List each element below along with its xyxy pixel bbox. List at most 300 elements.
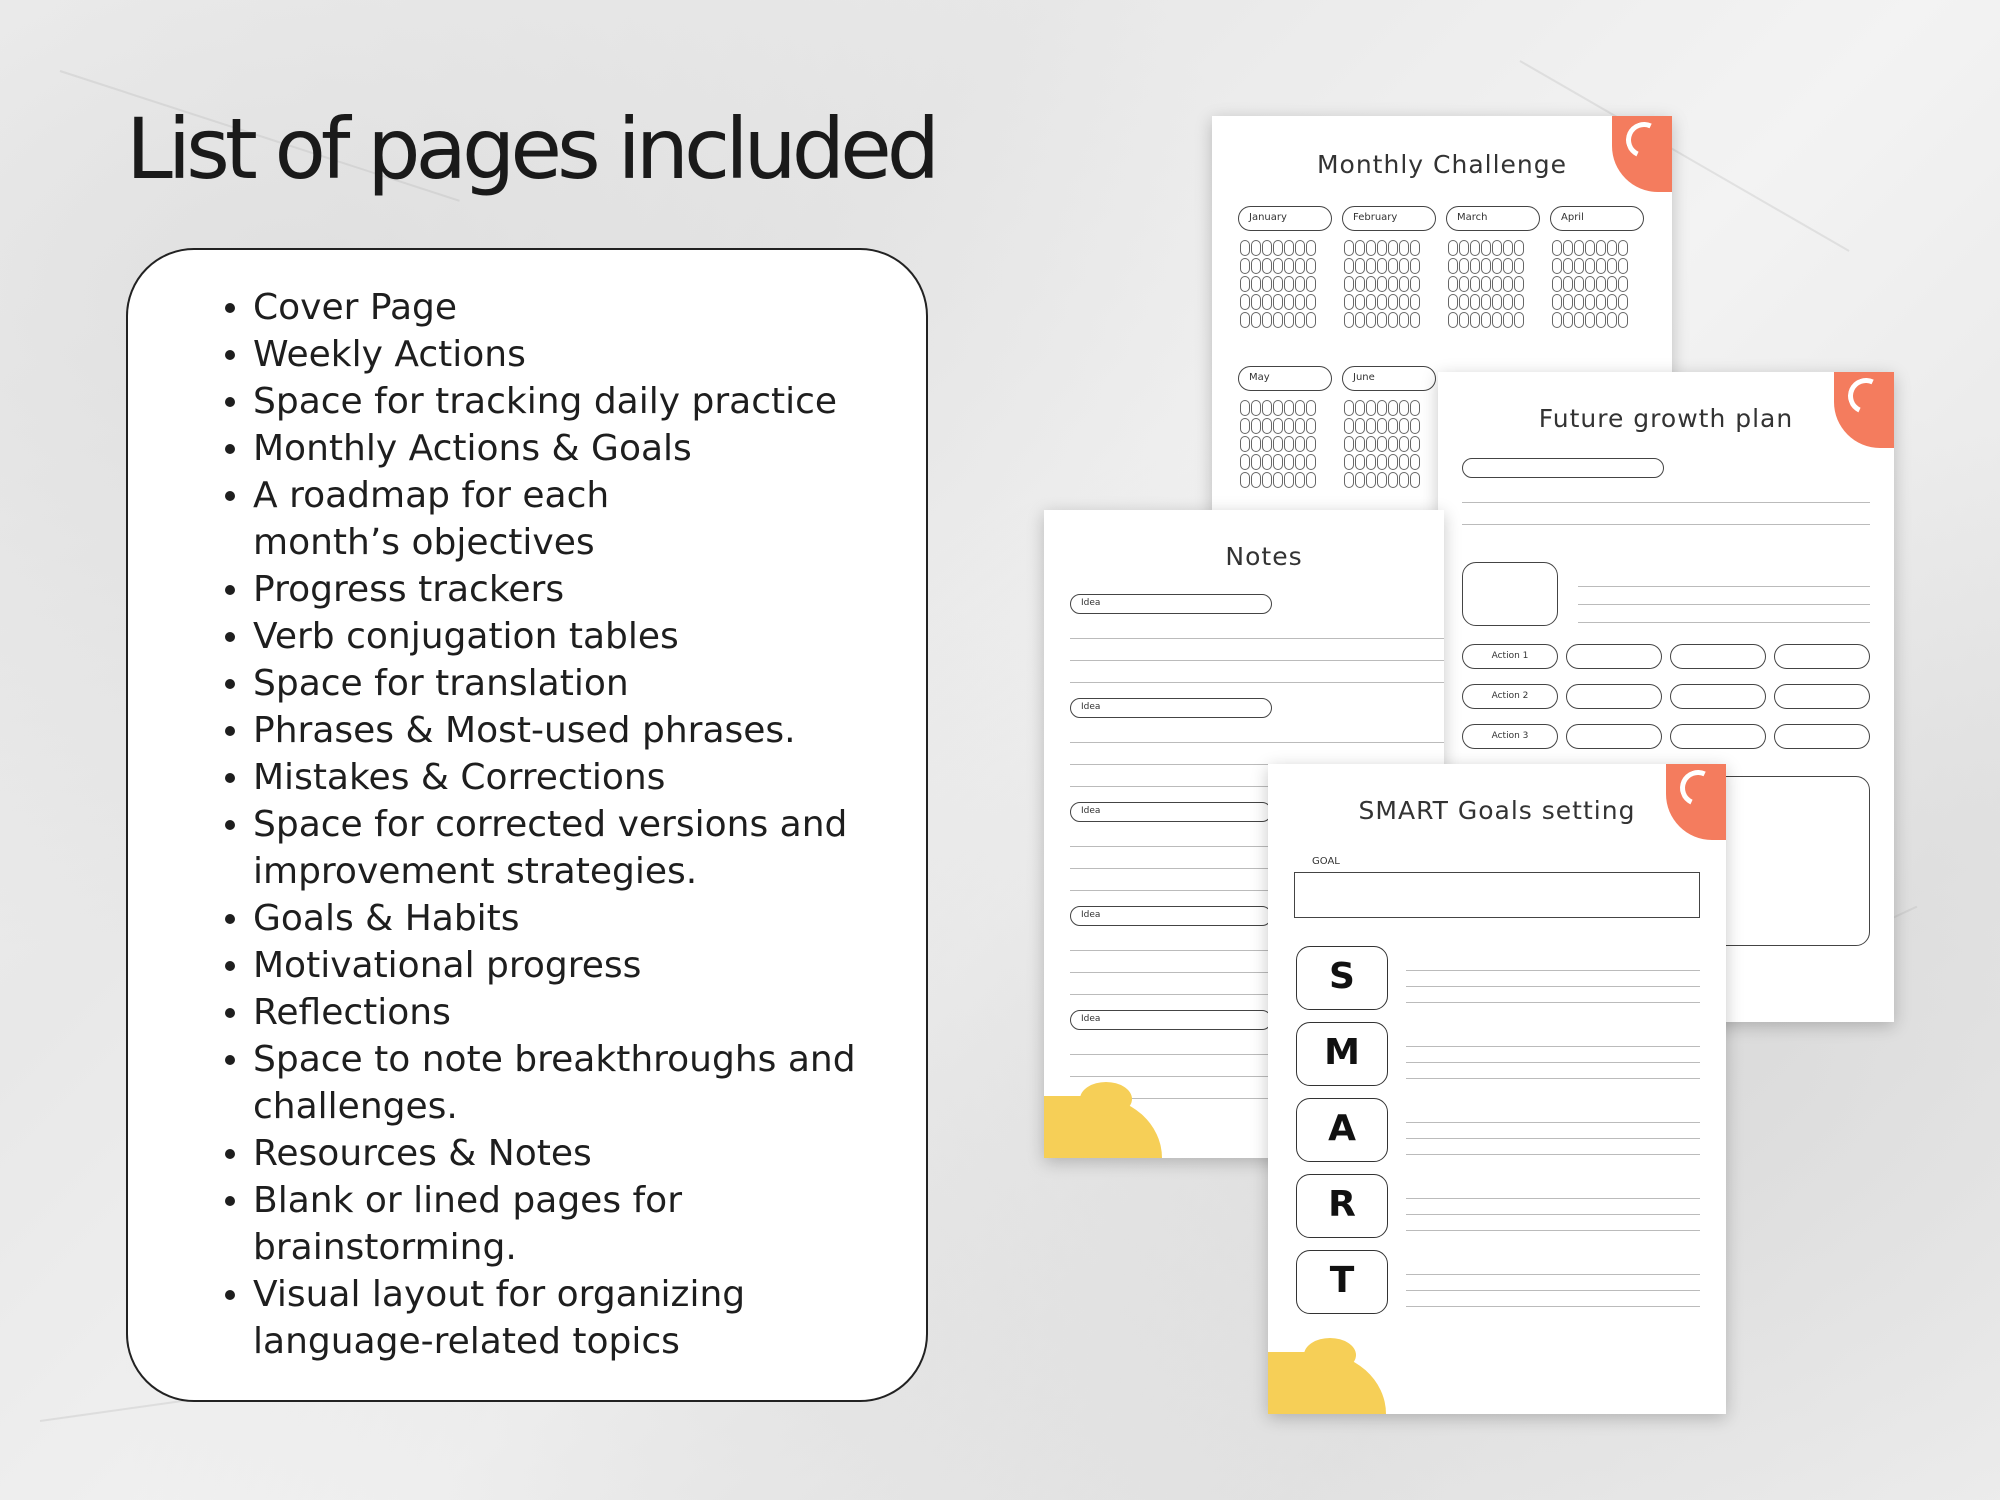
tracker-oval xyxy=(1596,276,1606,292)
tracker-oval xyxy=(1399,418,1409,434)
tracker-oval xyxy=(1552,312,1562,328)
tracker-oval xyxy=(1240,312,1250,328)
tracker-oval xyxy=(1563,240,1573,256)
pages-list xyxy=(128,250,926,1365)
tracker-oval xyxy=(1377,400,1387,416)
tracker-oval xyxy=(1262,418,1272,434)
tracker-oval xyxy=(1355,258,1365,274)
action-cell xyxy=(1670,684,1766,709)
smart-letter-s: S xyxy=(1296,946,1388,1010)
tracker-oval xyxy=(1240,436,1250,452)
tracker-oval xyxy=(1251,436,1261,452)
tracker-oval xyxy=(1399,312,1409,328)
tracker-oval xyxy=(1306,400,1316,416)
tracker-oval xyxy=(1585,294,1595,310)
lined-row xyxy=(1406,1122,1700,1123)
tracker-oval xyxy=(1240,258,1250,274)
tracker-oval xyxy=(1410,276,1420,292)
tracker-oval xyxy=(1607,312,1617,328)
tracker-oval xyxy=(1377,240,1387,256)
tracker-oval xyxy=(1240,454,1250,470)
tracker-oval xyxy=(1262,258,1272,274)
tracker-oval xyxy=(1377,258,1387,274)
tracker-oval xyxy=(1377,294,1387,310)
tracker-oval xyxy=(1410,312,1420,328)
tracker-oval xyxy=(1273,276,1283,292)
tracker-oval xyxy=(1251,454,1261,470)
tracker-oval xyxy=(1366,258,1376,274)
tracker-oval xyxy=(1618,258,1628,274)
tracker-grid xyxy=(1240,240,1316,328)
tracker-oval xyxy=(1295,454,1305,470)
tracker-oval xyxy=(1399,436,1409,452)
tracker-oval xyxy=(1492,258,1502,274)
action-cell xyxy=(1566,724,1662,749)
tracker-oval xyxy=(1344,240,1354,256)
tracker-oval xyxy=(1514,276,1524,292)
tracker-oval xyxy=(1503,312,1513,328)
tracker-oval xyxy=(1410,294,1420,310)
tracker-oval xyxy=(1503,240,1513,256)
lined-row xyxy=(1406,1046,1700,1047)
tracker-oval xyxy=(1306,472,1316,488)
tracker-oval xyxy=(1563,294,1573,310)
tracker-oval xyxy=(1388,400,1398,416)
action-cell xyxy=(1670,724,1766,749)
title-field xyxy=(1462,458,1664,478)
tracker-oval xyxy=(1344,276,1354,292)
tracker-oval xyxy=(1618,240,1628,256)
list-item: Monthly Actions & Goals xyxy=(253,425,926,472)
action-cell xyxy=(1566,684,1662,709)
tracker-oval xyxy=(1273,258,1283,274)
month-label: March xyxy=(1446,206,1540,231)
lined-row xyxy=(1578,604,1870,605)
list-item: Weekly Actions xyxy=(253,331,926,378)
action-cell xyxy=(1670,644,1766,669)
tracker-oval xyxy=(1448,258,1458,274)
yellow-blob-icon xyxy=(1268,1352,1386,1414)
tracker-oval xyxy=(1388,294,1398,310)
tracker-oval xyxy=(1366,276,1376,292)
tracker-oval xyxy=(1596,294,1606,310)
tracker-grid xyxy=(1448,240,1524,328)
tracker-oval xyxy=(1251,312,1261,328)
tracker-oval xyxy=(1344,418,1354,434)
tracker-oval xyxy=(1251,276,1261,292)
tracker-oval xyxy=(1284,276,1294,292)
tracker-oval xyxy=(1262,454,1272,470)
tracker-oval xyxy=(1377,276,1387,292)
tracker-oval xyxy=(1574,258,1584,274)
lined-row xyxy=(1578,622,1870,623)
sheet-title: Monthly Challenge xyxy=(1316,150,1568,179)
lined-row xyxy=(1406,1290,1700,1291)
tracker-oval xyxy=(1377,312,1387,328)
tracker-oval xyxy=(1618,294,1628,310)
tracker-oval xyxy=(1262,240,1272,256)
tracker-oval xyxy=(1366,240,1376,256)
tracker-oval xyxy=(1492,294,1502,310)
tracker-oval xyxy=(1388,436,1398,452)
action-cell xyxy=(1566,644,1662,669)
tracker-oval xyxy=(1306,276,1316,292)
tracker-oval xyxy=(1306,454,1316,470)
action-cell xyxy=(1774,724,1870,749)
tracker-oval xyxy=(1251,418,1261,434)
smart-letter-t: T xyxy=(1296,1250,1388,1314)
tracker-oval xyxy=(1251,294,1261,310)
list-item: Blank or lined pages for brainstorming. xyxy=(253,1177,723,1271)
tracker-oval xyxy=(1355,294,1365,310)
idea-label: Idea xyxy=(1070,906,1272,926)
tracker-oval xyxy=(1399,454,1409,470)
tracker-oval xyxy=(1295,240,1305,256)
idea-label: Idea xyxy=(1070,698,1272,718)
month-label: January xyxy=(1238,206,1332,231)
tracker-oval xyxy=(1366,418,1376,434)
tracker-oval xyxy=(1481,294,1491,310)
pages-list-card xyxy=(126,248,928,1402)
tracker-oval xyxy=(1492,312,1502,328)
tracker-grid xyxy=(1240,400,1316,488)
tracker-oval xyxy=(1284,472,1294,488)
tracker-oval xyxy=(1273,294,1283,310)
tracker-oval xyxy=(1273,454,1283,470)
tracker-oval xyxy=(1399,472,1409,488)
month-label: May xyxy=(1238,366,1332,391)
tracker-oval xyxy=(1574,294,1584,310)
tracker-oval xyxy=(1574,312,1584,328)
image-box xyxy=(1462,562,1558,626)
tracker-oval xyxy=(1470,294,1480,310)
idea-label: Idea xyxy=(1070,594,1272,614)
tracker-oval xyxy=(1552,258,1562,274)
tracker-oval xyxy=(1295,436,1305,452)
tracker-oval xyxy=(1366,436,1376,452)
list-item: Visual layout for organizing language-related topics xyxy=(253,1271,793,1365)
tracker-oval xyxy=(1284,294,1294,310)
tracker-oval xyxy=(1295,258,1305,274)
tracker-oval xyxy=(1563,276,1573,292)
tracker-oval xyxy=(1240,400,1250,416)
tracker-oval xyxy=(1470,312,1480,328)
tracker-oval xyxy=(1262,294,1272,310)
tracker-oval xyxy=(1448,294,1458,310)
idea-label: Idea xyxy=(1070,802,1272,822)
tracker-oval xyxy=(1377,436,1387,452)
tracker-oval xyxy=(1355,418,1365,434)
tracker-oval xyxy=(1295,312,1305,328)
tracker-oval xyxy=(1481,258,1491,274)
tracker-oval xyxy=(1399,240,1409,256)
tracker-oval xyxy=(1388,240,1398,256)
tracker-oval xyxy=(1262,400,1272,416)
tracker-oval xyxy=(1273,400,1283,416)
list-item: Mistakes & Corrections xyxy=(253,754,926,801)
tracker-oval xyxy=(1410,436,1420,452)
tracker-oval xyxy=(1503,258,1513,274)
tracker-oval xyxy=(1399,276,1409,292)
lined-row xyxy=(1070,638,1444,639)
list-item: A roadmap for each month’s objectives xyxy=(253,472,703,566)
tracker-oval xyxy=(1240,240,1250,256)
tracker-oval xyxy=(1366,312,1376,328)
tracker-oval xyxy=(1240,418,1250,434)
tracker-oval xyxy=(1607,294,1617,310)
tracker-grid xyxy=(1552,240,1628,328)
tracker-oval xyxy=(1552,276,1562,292)
tracker-oval xyxy=(1503,294,1513,310)
tracker-grid xyxy=(1344,240,1420,328)
lined-row xyxy=(1578,586,1870,587)
tracker-oval xyxy=(1607,240,1617,256)
tracker-oval xyxy=(1344,454,1354,470)
tracker-oval xyxy=(1284,258,1294,274)
smart-goals-sheet xyxy=(1268,764,1726,1414)
tracker-oval xyxy=(1366,294,1376,310)
tracker-oval xyxy=(1355,472,1365,488)
list-item: Space to note breakthroughs and challenges. xyxy=(253,1036,893,1130)
tracker-oval xyxy=(1306,258,1316,274)
tracker-oval xyxy=(1492,240,1502,256)
tracker-oval xyxy=(1344,472,1354,488)
sheet-title: Future growth plan xyxy=(1538,404,1794,433)
tracker-oval xyxy=(1607,276,1617,292)
tracker-oval xyxy=(1410,454,1420,470)
tracker-oval xyxy=(1585,276,1595,292)
smart-letter-a: A xyxy=(1296,1098,1388,1162)
tracker-oval xyxy=(1596,312,1606,328)
tracker-oval xyxy=(1481,312,1491,328)
tracker-oval xyxy=(1574,276,1584,292)
tracker-oval xyxy=(1410,258,1420,274)
lined-row xyxy=(1070,682,1444,683)
tracker-oval xyxy=(1306,312,1316,328)
tracker-oval xyxy=(1284,454,1294,470)
tracker-oval xyxy=(1251,258,1261,274)
tracker-oval xyxy=(1607,258,1617,274)
tracker-oval xyxy=(1284,418,1294,434)
tracker-oval xyxy=(1481,240,1491,256)
tracker-oval xyxy=(1284,400,1294,416)
tracker-oval xyxy=(1552,240,1562,256)
month-label: June xyxy=(1342,366,1436,391)
tracker-oval xyxy=(1284,240,1294,256)
tracker-oval xyxy=(1410,418,1420,434)
month-label: April xyxy=(1550,206,1644,231)
tracker-oval xyxy=(1514,240,1524,256)
tracker-oval xyxy=(1344,258,1354,274)
tracker-oval xyxy=(1306,294,1316,310)
tracker-oval xyxy=(1295,294,1305,310)
tracker-oval xyxy=(1295,400,1305,416)
lined-row xyxy=(1406,1214,1700,1215)
tracker-oval xyxy=(1459,258,1469,274)
lined-row xyxy=(1070,660,1444,661)
list-item: Progress trackers xyxy=(253,566,926,613)
tracker-oval xyxy=(1366,472,1376,488)
tracker-oval xyxy=(1448,312,1458,328)
tracker-oval xyxy=(1377,454,1387,470)
tracker-oval xyxy=(1284,312,1294,328)
month-label: February xyxy=(1342,206,1436,231)
tracker-oval xyxy=(1251,472,1261,488)
tracker-oval xyxy=(1240,294,1250,310)
tracker-oval xyxy=(1273,312,1283,328)
tracker-oval xyxy=(1388,258,1398,274)
tracker-oval xyxy=(1459,312,1469,328)
sheet-title: SMART Goals setting xyxy=(1358,796,1636,825)
tracker-oval xyxy=(1355,400,1365,416)
tracker-oval xyxy=(1306,240,1316,256)
tracker-oval xyxy=(1459,294,1469,310)
lined-row xyxy=(1406,1062,1700,1063)
tracker-oval xyxy=(1399,258,1409,274)
tracker-oval xyxy=(1552,294,1562,310)
tracker-oval xyxy=(1388,454,1398,470)
lined-row xyxy=(1406,1002,1700,1003)
list-item: Cover Page xyxy=(253,284,926,331)
lined-row xyxy=(1070,742,1444,743)
action-cell xyxy=(1774,684,1870,709)
list-item: Motivational progress xyxy=(253,942,926,989)
tracker-oval xyxy=(1355,240,1365,256)
tracker-oval xyxy=(1366,454,1376,470)
goal-label: GOAL xyxy=(1312,856,1340,867)
tracker-oval xyxy=(1388,276,1398,292)
tracker-oval xyxy=(1262,276,1272,292)
yellow-blob-icon xyxy=(1044,1096,1162,1158)
tracker-oval xyxy=(1355,454,1365,470)
tracker-oval xyxy=(1295,472,1305,488)
lined-row xyxy=(1406,1078,1700,1079)
tracker-oval xyxy=(1470,258,1480,274)
lined-row xyxy=(1406,986,1700,987)
lined-row xyxy=(1406,1274,1700,1275)
tracker-oval xyxy=(1514,294,1524,310)
lined-row xyxy=(1406,1230,1700,1231)
tracker-oval xyxy=(1410,400,1420,416)
tracker-oval xyxy=(1388,472,1398,488)
tracker-oval xyxy=(1596,240,1606,256)
tracker-oval xyxy=(1344,400,1354,416)
goal-field xyxy=(1294,872,1700,918)
lined-row xyxy=(1406,1138,1700,1139)
tracker-oval xyxy=(1563,258,1573,274)
lined-row xyxy=(1406,1198,1700,1199)
tracker-oval xyxy=(1262,312,1272,328)
tracker-oval xyxy=(1377,418,1387,434)
list-item: Space for translation xyxy=(253,660,926,707)
action-cell xyxy=(1774,644,1870,669)
tracker-oval xyxy=(1355,436,1365,452)
tracker-oval xyxy=(1295,418,1305,434)
tracker-oval xyxy=(1344,312,1354,328)
tracker-oval xyxy=(1240,276,1250,292)
tracker-oval xyxy=(1514,258,1524,274)
tracker-oval xyxy=(1344,436,1354,452)
list-item: Space for tracking daily practice xyxy=(253,378,926,425)
action-label: Action 2 xyxy=(1462,684,1558,709)
lined-row xyxy=(1406,1154,1700,1155)
tracker-oval xyxy=(1306,418,1316,434)
tracker-oval xyxy=(1492,276,1502,292)
lined-row xyxy=(1406,1306,1700,1307)
tracker-oval xyxy=(1618,276,1628,292)
tracker-oval xyxy=(1585,312,1595,328)
smart-letter-m: M xyxy=(1296,1022,1388,1086)
tracker-oval xyxy=(1295,276,1305,292)
list-item: Phrases & Most-used phrases. xyxy=(253,707,926,754)
tracker-oval xyxy=(1377,472,1387,488)
tracker-oval xyxy=(1273,436,1283,452)
tracker-oval xyxy=(1399,294,1409,310)
tracker-oval xyxy=(1503,276,1513,292)
tracker-oval xyxy=(1262,472,1272,488)
sheet-title: Notes xyxy=(1225,542,1303,571)
action-label: Action 3 xyxy=(1462,724,1558,749)
tracker-oval xyxy=(1273,418,1283,434)
tracker-oval xyxy=(1240,472,1250,488)
list-item: Goals & Habits xyxy=(253,895,926,942)
tracker-oval xyxy=(1399,400,1409,416)
tracker-oval xyxy=(1459,276,1469,292)
idea-label: Idea xyxy=(1070,1010,1272,1030)
lined-row xyxy=(1462,524,1870,525)
tracker-oval xyxy=(1284,436,1294,452)
tracker-oval xyxy=(1410,240,1420,256)
action-label: Action 1 xyxy=(1462,644,1558,669)
tracker-oval xyxy=(1481,276,1491,292)
page-heading: List of pages included xyxy=(126,100,936,198)
tracker-oval xyxy=(1355,312,1365,328)
smart-letter-r: R xyxy=(1296,1174,1388,1238)
tracker-oval xyxy=(1273,240,1283,256)
tracker-oval xyxy=(1344,294,1354,310)
tracker-grid xyxy=(1344,400,1420,488)
tracker-oval xyxy=(1262,436,1272,452)
tracker-oval xyxy=(1366,400,1376,416)
tracker-oval xyxy=(1448,240,1458,256)
tracker-oval xyxy=(1470,240,1480,256)
tracker-oval xyxy=(1596,258,1606,274)
tracker-oval xyxy=(1459,240,1469,256)
tracker-oval xyxy=(1470,276,1480,292)
tracker-oval xyxy=(1251,400,1261,416)
lined-row xyxy=(1406,970,1700,971)
tracker-oval xyxy=(1388,418,1398,434)
tracker-oval xyxy=(1251,240,1261,256)
list-item: Resources & Notes xyxy=(253,1130,926,1177)
list-item: Reflections xyxy=(253,989,926,1036)
tracker-oval xyxy=(1574,240,1584,256)
tracker-oval xyxy=(1448,276,1458,292)
tracker-oval xyxy=(1514,312,1524,328)
tracker-oval xyxy=(1355,276,1365,292)
tracker-oval xyxy=(1388,312,1398,328)
tracker-oval xyxy=(1585,258,1595,274)
tracker-oval xyxy=(1273,472,1283,488)
tracker-oval xyxy=(1306,436,1316,452)
list-item: Space for corrected versions and improvement strategies. xyxy=(253,801,873,895)
lined-row xyxy=(1462,502,1870,503)
list-item: Verb conjugation tables xyxy=(253,613,926,660)
tracker-oval xyxy=(1410,472,1420,488)
tracker-oval xyxy=(1585,240,1595,256)
tracker-oval xyxy=(1618,312,1628,328)
tracker-oval xyxy=(1563,312,1573,328)
